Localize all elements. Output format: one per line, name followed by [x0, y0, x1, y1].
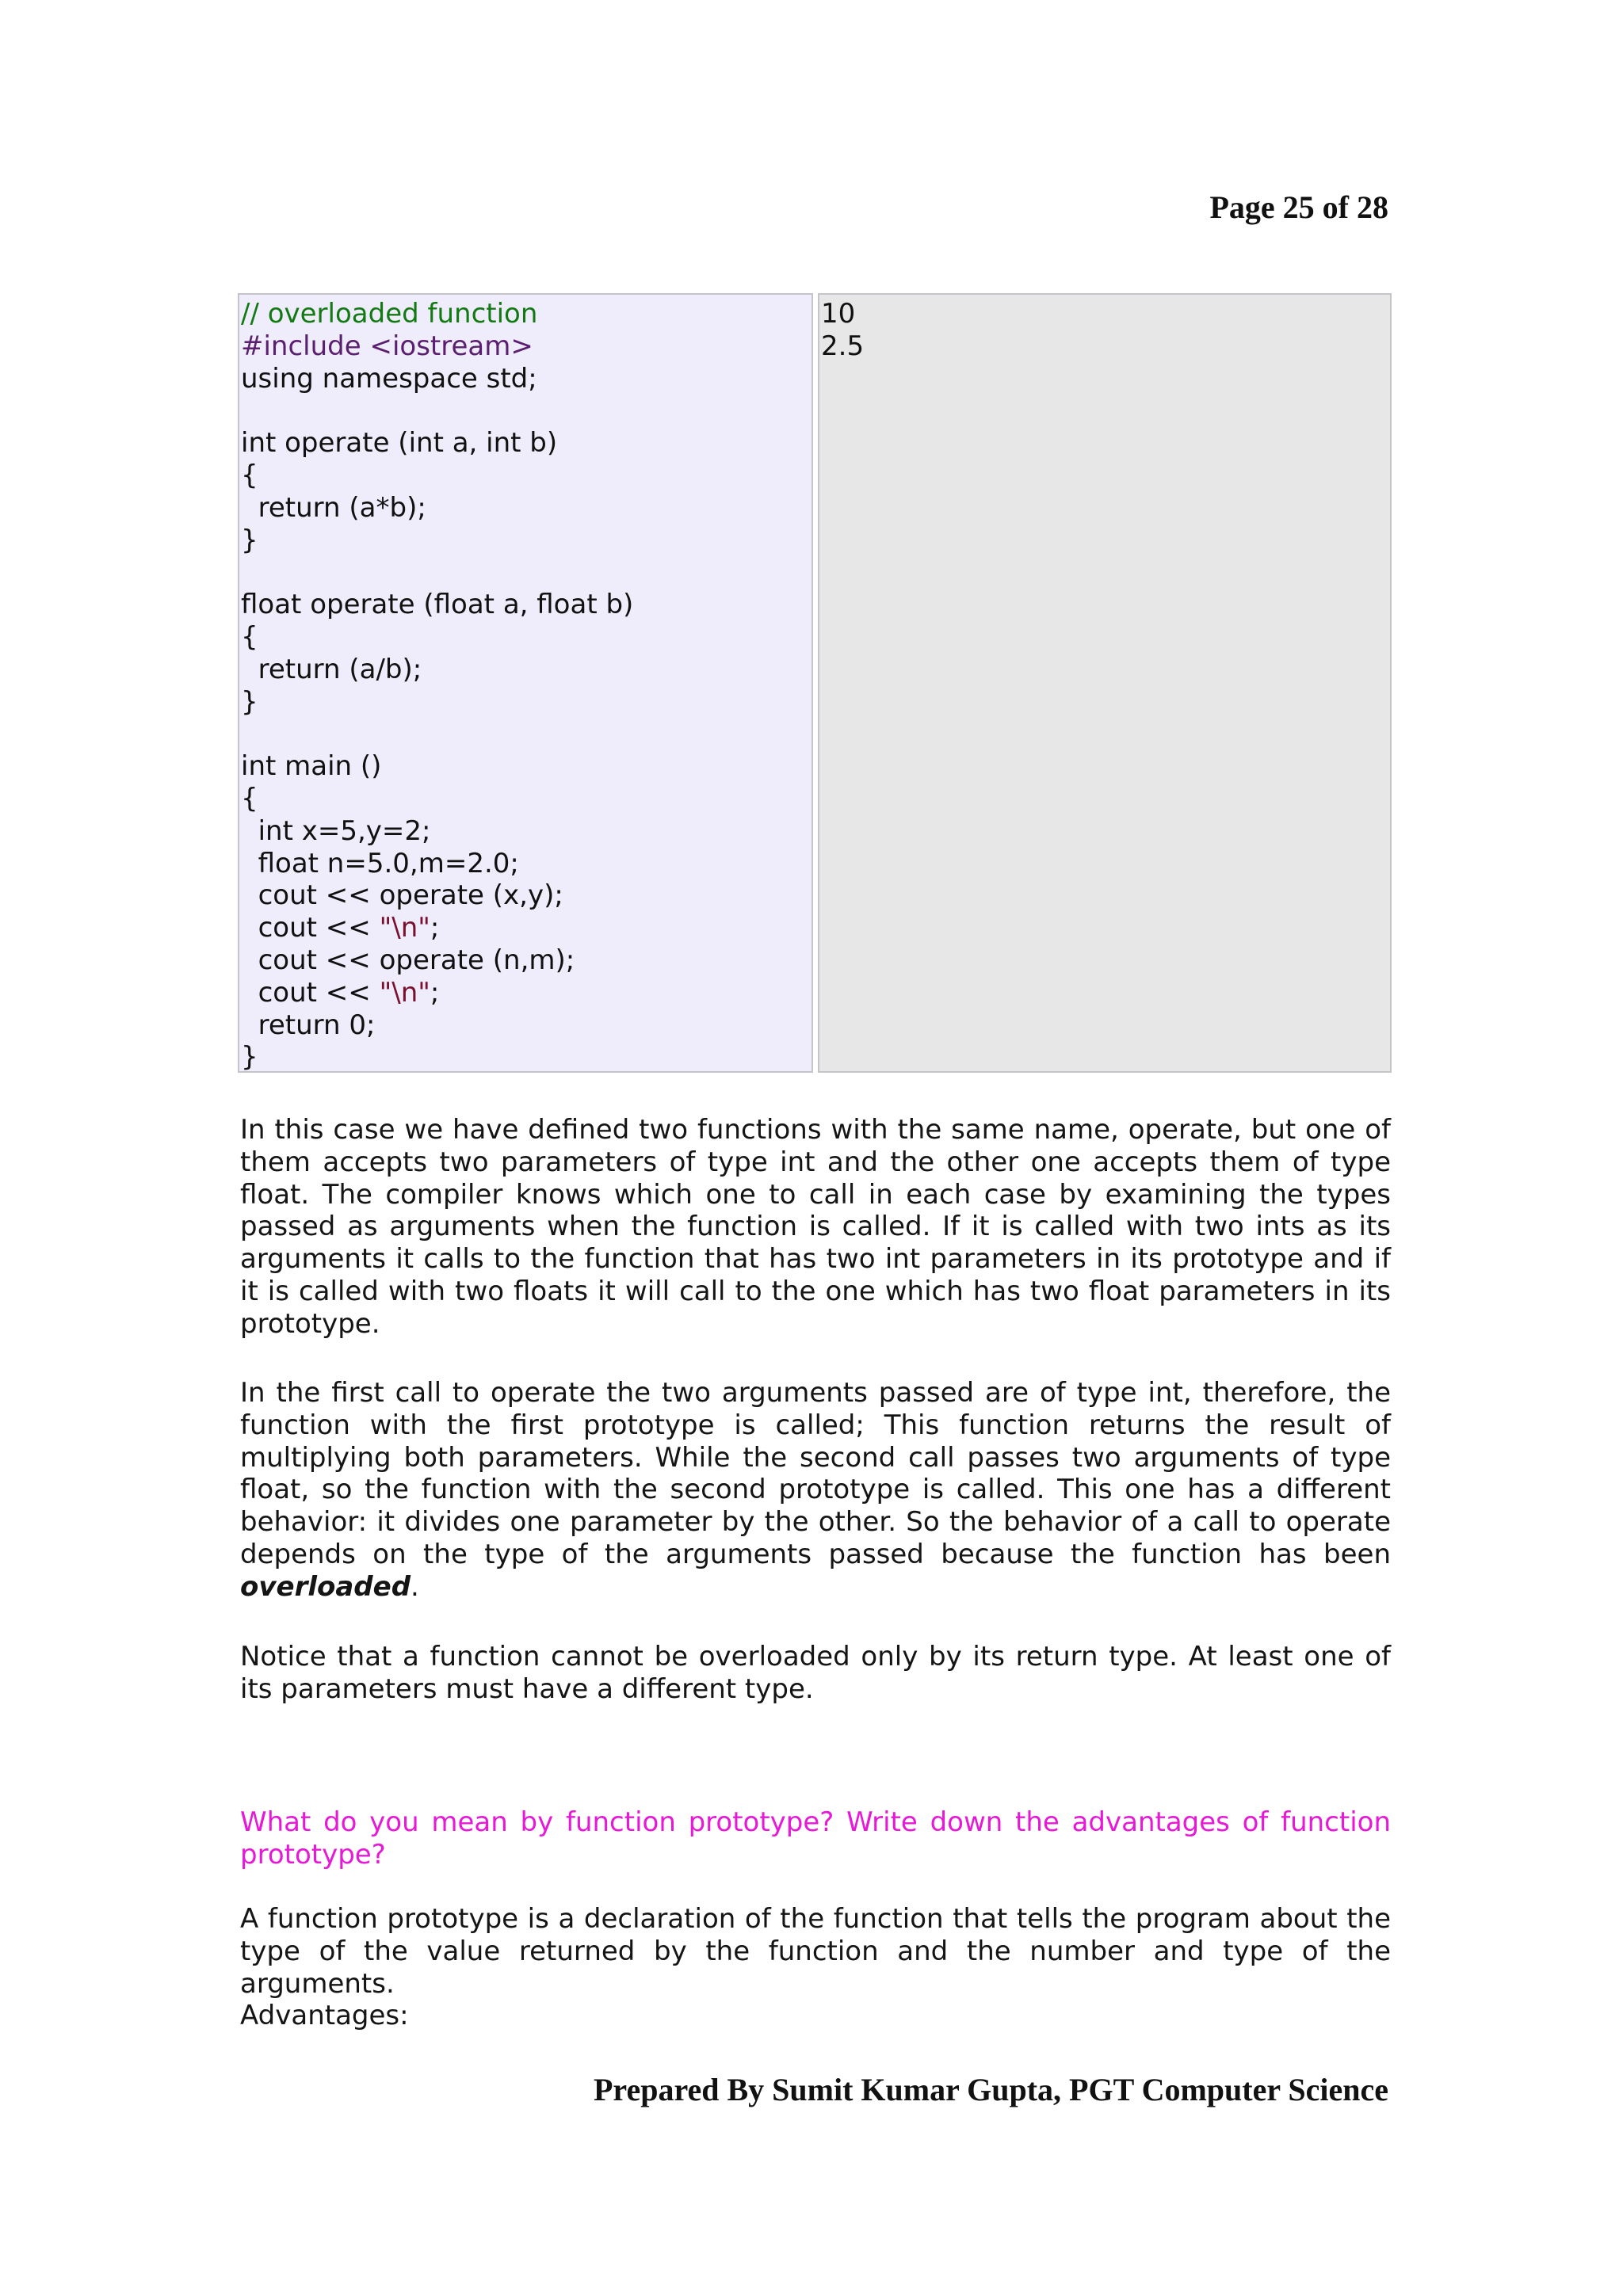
- code-blank-line: [241, 718, 812, 750]
- explanation-paragraph-2: [240, 1377, 1391, 1604]
- code-text: cout <<: [241, 976, 380, 1009]
- code-line: int x=5,y=2;: [241, 814, 431, 847]
- code-line: int main (): [241, 750, 382, 783]
- code-line: {: [241, 620, 258, 653]
- output-line: 2.5: [821, 330, 865, 362]
- footer-credit: Prepared By Sumit Kumar Gupta, PGT Computer Science: [594, 2072, 1388, 2107]
- question-text: What do you mean by function prototype? Write down the advantages of function prototype?: [240, 1806, 1391, 1871]
- code-line: }: [241, 685, 258, 718]
- paragraph-text: In this case we have defined two functions with the same name, operate, but one of them accepts two parameters of type int and the other one accepts them of type float. The compiler knows which one to call in each case by examining the types passed as arguments when the function is called. If it is called with two ints as its arguments it calls to the function that has two int parameters in its prototype and if it is called with two floats it will call to the one which has two float parameters in its prototype.: [240, 1114, 1391, 1340]
- code-line: [241, 912, 812, 944]
- page-number: Page 25 of 28: [1209, 189, 1388, 225]
- program-output: [818, 293, 1392, 1073]
- advantages-label: Advantages:: [240, 2000, 409, 2032]
- code-example-table: [238, 293, 1392, 1073]
- code-comment-line: // overloaded function: [241, 298, 538, 330]
- code-line: cout << operate (x,y);: [241, 879, 563, 912]
- code-line: }: [241, 1041, 258, 1073]
- answer-paragraph: [240, 1903, 1391, 2032]
- paragraph-text: Notice that a function cannot be overloaded only by its return type. At least one of its parameters must have a different type.: [240, 1641, 1391, 1705]
- code-listing: [238, 293, 813, 1073]
- code-line: return 0;: [241, 1009, 376, 1041]
- notice-paragraph: [240, 1641, 1391, 1706]
- code-line: [241, 977, 812, 1009]
- code-line: {: [241, 459, 258, 491]
- explanation-paragraph-1: [240, 1114, 1391, 1341]
- code-text: ;: [430, 912, 440, 944]
- output-line: 10: [821, 298, 856, 330]
- code-blank-line: [241, 556, 812, 589]
- paragraph-body: In the first call to operate the two arguments passed are of type int, therefore, the function with the first prototype is called; This function returns the result of multiplying both parameters. While the second call passes two arguments of type float, so the function with the second prototype is called. This one has a different behavior: it divides one parameter by the other. So the behavior of a call to operate depends on the type of the arguments passed because the function has been: [240, 1377, 1391, 1570]
- question-heading: [240, 1806, 1391, 1871]
- code-line: int operate (int a, int b): [241, 427, 558, 460]
- code-line: return (a/b);: [241, 653, 422, 685]
- code-string-literal: "\n": [379, 912, 430, 944]
- paragraph-text: [240, 1377, 1391, 1604]
- code-line: using namespace std;: [241, 362, 537, 395]
- emphasis-overloaded: overloaded: [240, 1570, 411, 1603]
- code-line: cout << operate (n,m);: [241, 944, 575, 976]
- code-line: return (a*b);: [241, 491, 426, 524]
- code-blank-line: [241, 395, 812, 427]
- code-include-line: #include <iostream>: [241, 330, 533, 362]
- code-string-literal: "\n": [379, 976, 430, 1009]
- code-line: {: [241, 782, 258, 814]
- code-text: cout <<: [241, 912, 380, 944]
- code-line: }: [241, 524, 258, 556]
- code-line: float n=5.0,m=2.0;: [241, 847, 519, 879]
- paragraph-end: .: [411, 1570, 419, 1603]
- code-text: ;: [430, 976, 440, 1009]
- code-line: float operate (float a, float b): [241, 589, 634, 621]
- answer-text: A function prototype is a declaration of the function that tells the program about the type of the value returned by the function and the number and type of the arguments.: [240, 1903, 1391, 2000]
